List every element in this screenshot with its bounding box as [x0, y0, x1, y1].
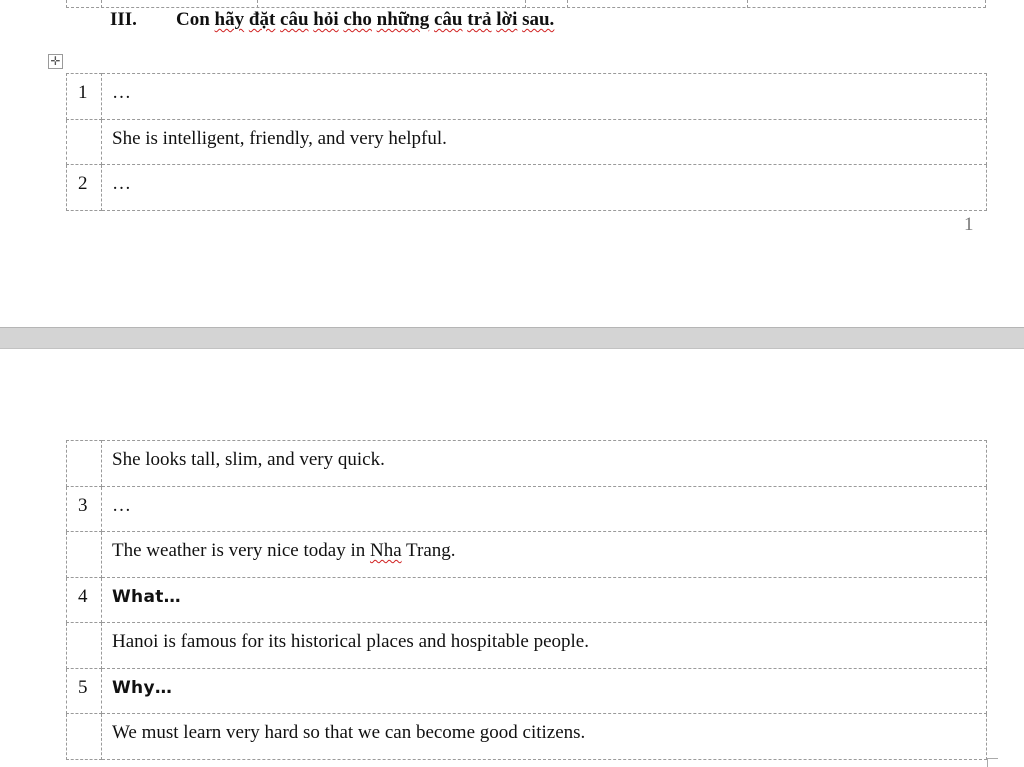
question-text: …	[112, 173, 131, 194]
answer-cell[interactable]	[102, 714, 987, 760]
question-cell[interactable]	[102, 74, 987, 120]
table-row	[67, 486, 987, 532]
row-number-cell[interactable]: 5	[67, 668, 102, 714]
table-row	[67, 165, 987, 211]
table-row	[67, 441, 987, 487]
table-row	[67, 532, 987, 578]
page-break-gap	[0, 327, 1024, 349]
title-word: câu	[280, 9, 309, 30]
row-number-cell[interactable]	[67, 623, 102, 669]
document-page-1	[0, 0, 1024, 327]
row-number-cell[interactable]	[67, 119, 102, 165]
question-cell[interactable]	[102, 577, 987, 623]
question-text: …	[112, 82, 131, 103]
title-word: đặt	[248, 9, 276, 30]
questions-table-top	[66, 73, 987, 211]
question-text: Why…	[112, 677, 173, 698]
row-number-cell[interactable]: 1	[67, 74, 102, 120]
questions-table-bottom	[66, 440, 987, 760]
page-number: 1	[964, 214, 974, 235]
section-title	[176, 9, 554, 30]
table-row	[67, 577, 987, 623]
answer-text: Hanoi is famous for its historical places and hospitable people.	[112, 631, 589, 652]
question-cell[interactable]	[102, 668, 987, 714]
question-cell[interactable]	[102, 486, 987, 532]
question-text: What…	[112, 586, 181, 607]
answer-text: The weather is very nice today in	[112, 540, 370, 561]
table-row	[67, 668, 987, 714]
answer-text: We must learn very hard so that we can become good citizens.	[112, 722, 586, 743]
answer-text: She is intelligent, friendly, and very helpful.	[112, 127, 447, 149]
row-number-cell[interactable]	[67, 714, 102, 760]
title-word: câu	[434, 9, 463, 30]
answer-cell[interactable]	[102, 119, 987, 165]
table-row	[67, 119, 987, 165]
row-number-cell[interactable]: 3	[67, 486, 102, 532]
title-word: những	[376, 9, 430, 30]
answer-text: Trang.	[401, 540, 456, 561]
question-text: …	[112, 494, 131, 516]
row-number-cell[interactable]: 4	[67, 577, 102, 623]
table-row	[67, 714, 987, 760]
section-number: III.	[110, 9, 137, 30]
spell-flagged-word[interactable]: Nha	[369, 540, 402, 561]
row-number-cell[interactable]: 2	[67, 165, 102, 211]
title-word: trả	[467, 9, 492, 30]
row-number-cell[interactable]	[67, 441, 102, 487]
answer-cell[interactable]	[102, 623, 987, 669]
title-word: cho	[343, 9, 372, 30]
table-row	[67, 623, 987, 669]
answer-text: She looks tall, slim, and very quick.	[112, 449, 385, 470]
answer-cell[interactable]	[102, 441, 987, 487]
previous-table-row-bottom	[66, 0, 986, 8]
section-heading	[110, 9, 554, 31]
table-row	[67, 74, 987, 120]
title-word: lời	[496, 9, 518, 30]
title-word: Con	[176, 9, 210, 30]
table-move-handle-icon[interactable]: ✛	[48, 54, 63, 69]
answer-cell[interactable]	[102, 532, 987, 578]
question-cell[interactable]	[102, 165, 987, 211]
title-word: hãy	[214, 9, 245, 30]
title-word: sau.	[522, 9, 555, 30]
title-word: hỏi	[313, 9, 339, 30]
row-number-cell[interactable]	[67, 532, 102, 578]
